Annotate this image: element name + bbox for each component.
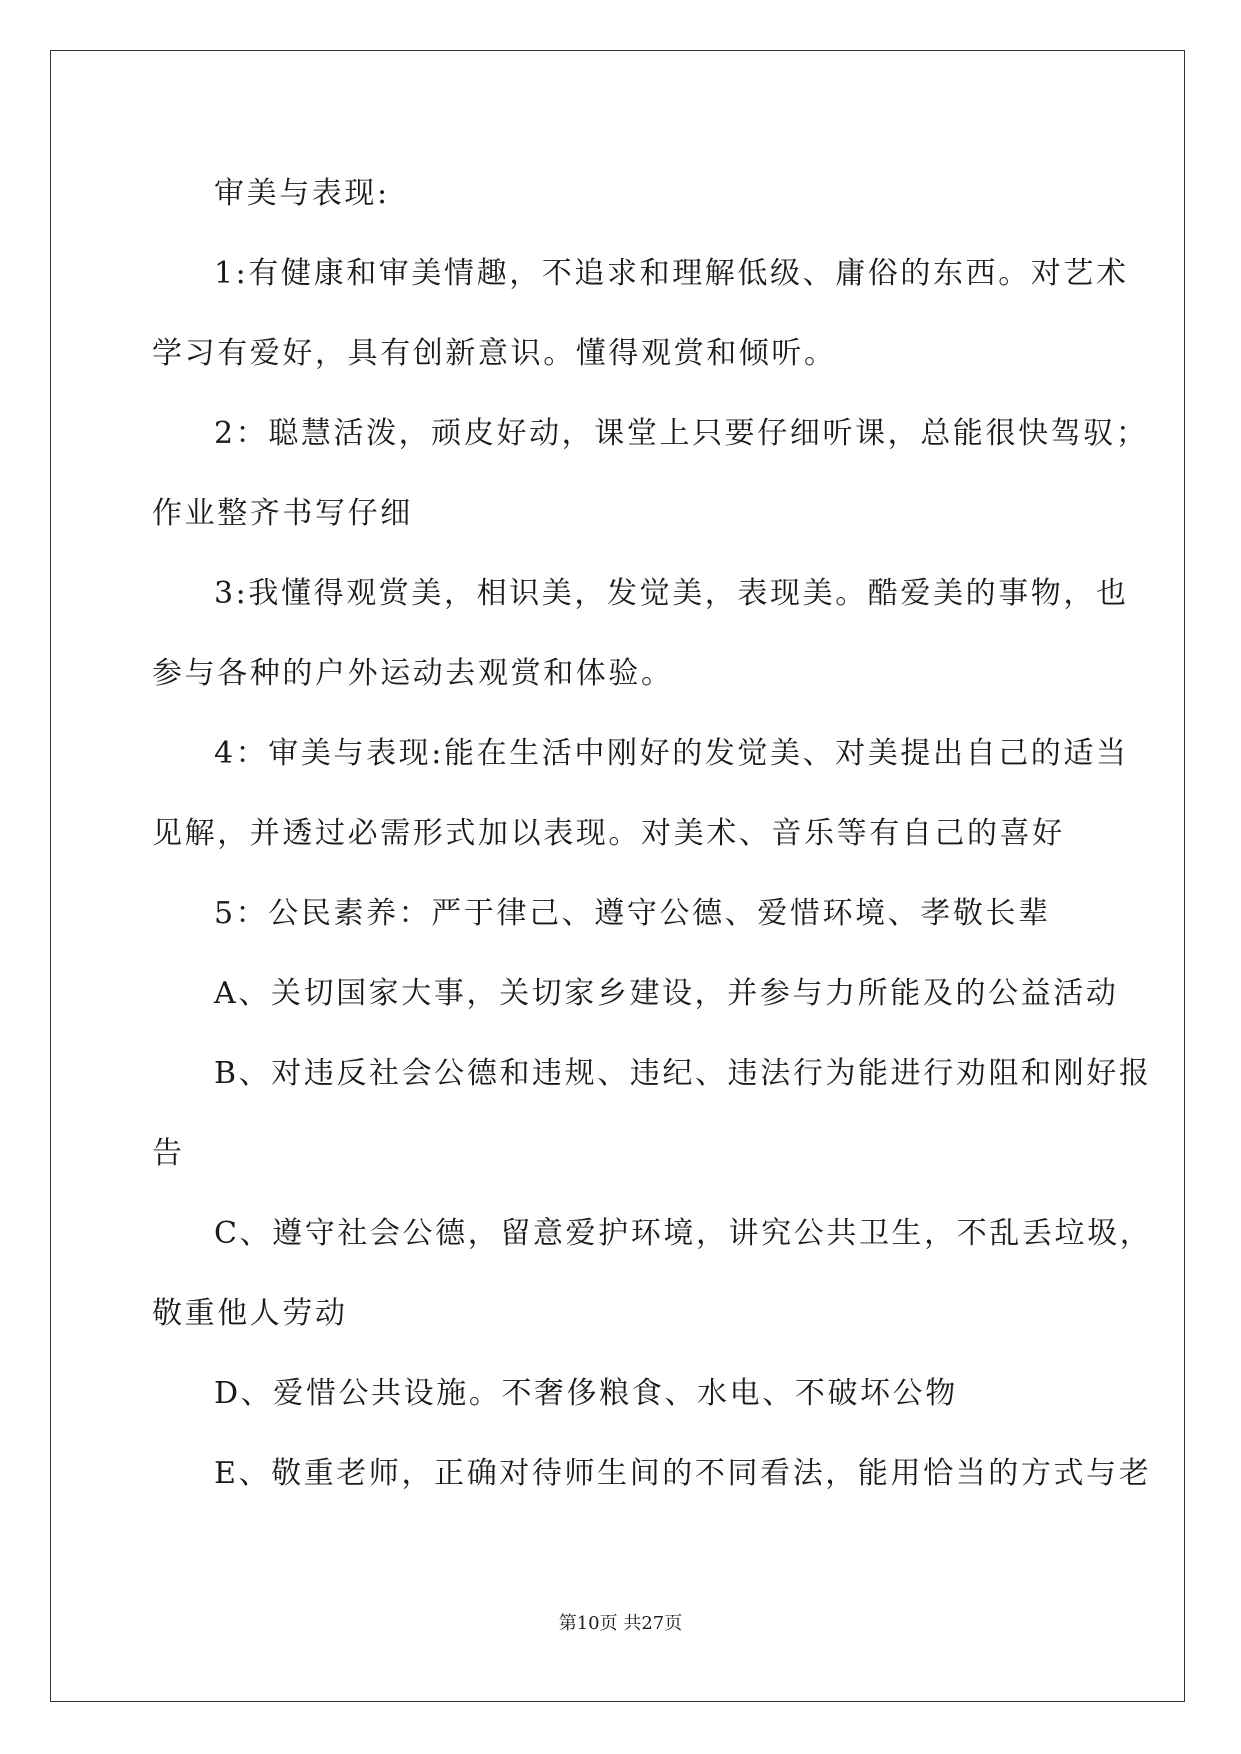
paragraph-line: 4：审美与表现:能在生活中刚好的发觉美、对美提出自己的适当 (214, 736, 1129, 771)
page-number: 第10页 共27页 (558, 1613, 683, 1634)
paragraph-line: 敬重他人劳动 (152, 1296, 348, 1331)
paragraph-line: 见解，并透过必需形式加以表现。对美术、音乐等有自己的喜好 (152, 816, 1065, 851)
paragraph-line: 3:我懂得观赏美，相识美，发觉美，表现美。酷爱美的事物，也 (214, 576, 1129, 611)
paragraph-line: A、关切国家大事，关切家乡建设，并参与力所能及的公益活动 (214, 976, 1119, 1011)
paragraph-line: 参与各种的户外运动去观赏和体验。 (152, 656, 674, 691)
paragraph-line: D、爱惜公共设施。不奢侈粮食、水电、不破坏公物 (214, 1376, 958, 1411)
section-heading: 审美与表现: (214, 176, 390, 211)
paragraph-line: 告 (152, 1136, 185, 1171)
paragraph-line: 2：聪慧活泼，顽皮好动，课堂上只要仔细听课，总能很快驾驭； (214, 416, 1149, 451)
paragraph-line: 5：公民素养：严于律己、遵守公德、爱惜环境、孝敬长辈 (214, 896, 1051, 931)
paragraph-line: 学习有爱好，具有创新意识。懂得观赏和倾听。 (152, 336, 837, 371)
paragraph-line: E、敬重老师，正确对待师生间的不同看法，能用恰当的方式与老 (214, 1456, 1152, 1491)
paragraph-line: 作业整齐书写仔细 (152, 496, 413, 531)
paragraph-line: B、对违反社会公德和违规、违纪、违法行为能进行劝阻和刚好报 (214, 1056, 1152, 1091)
paragraph-line: C、遵守社会公德，留意爱护环境，讲究公共卫生，不乱丢垃圾， (214, 1216, 1153, 1251)
paragraph-line: 1:有健康和审美情趣，不追求和理解低级、庸俗的东西。对艺术 (214, 256, 1129, 291)
